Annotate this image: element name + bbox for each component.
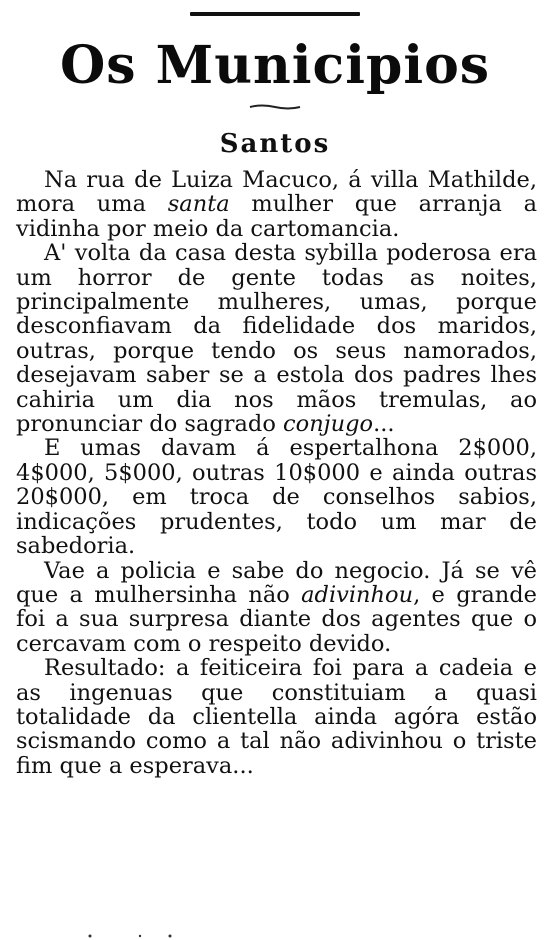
article-paragraph <box>16 168 537 241</box>
text-run: Na rua de Luiza Macuco, á villa Mathilde, mora uma <box>16 167 537 218</box>
text-run: mulher que arranja a vidinha por meio da cartomancia. <box>16 191 537 242</box>
section-heading: Os Municipios <box>59 35 491 96</box>
text-run: Resultado: a feiticeira foi para a cadeia e as ingenuas que constituiam a quasi totalidade da clientella ainda agóra estão scismando como a tal não adivinhou o triste fim que a esperava... <box>16 655 537 779</box>
text-run: E umas davam á espertalhona 2$000, 4$000, 5$000, outras 10$000 e ainda outras 20$000, em troca de conselhos sabios, indicações prudentes, todo um mar de sabedoria. <box>16 435 537 560</box>
text-run: , e grande foi a sua surpresa diante dos agentes que o cercavam com o respeito devido. <box>16 581 537 657</box>
article-paragraph <box>16 559 537 657</box>
text-run: Vae a policia e sabe do negocio. Já se vê que a mulhersinha não <box>16 557 537 608</box>
article-paragraph <box>16 241 537 436</box>
italic-text: santa <box>167 191 230 218</box>
italic-text: adivinhou <box>301 581 414 608</box>
italic-text: conjugo <box>283 411 374 438</box>
ornament-divider <box>248 103 302 111</box>
text-run: A' volta da casa desta sybilla poderosa era um horror de gente todas as noites, principalmente mulheres, umas, porque desconfiavam da fidelidade dos maridos, outras, porque tendo os seus namorados, desejavam saber se a estola dos padres lhes cahiria um dia nos mãos tremulas, ao pronunciar do sagrado <box>16 240 537 438</box>
article-body <box>16 168 537 778</box>
article-subheading: Santos <box>219 129 331 159</box>
article-paragraph <box>16 656 537 778</box>
article-paragraph <box>16 436 537 558</box>
top-rule <box>190 12 360 16</box>
bottom-marks <box>0 930 550 940</box>
text-run: ... <box>373 411 395 438</box>
